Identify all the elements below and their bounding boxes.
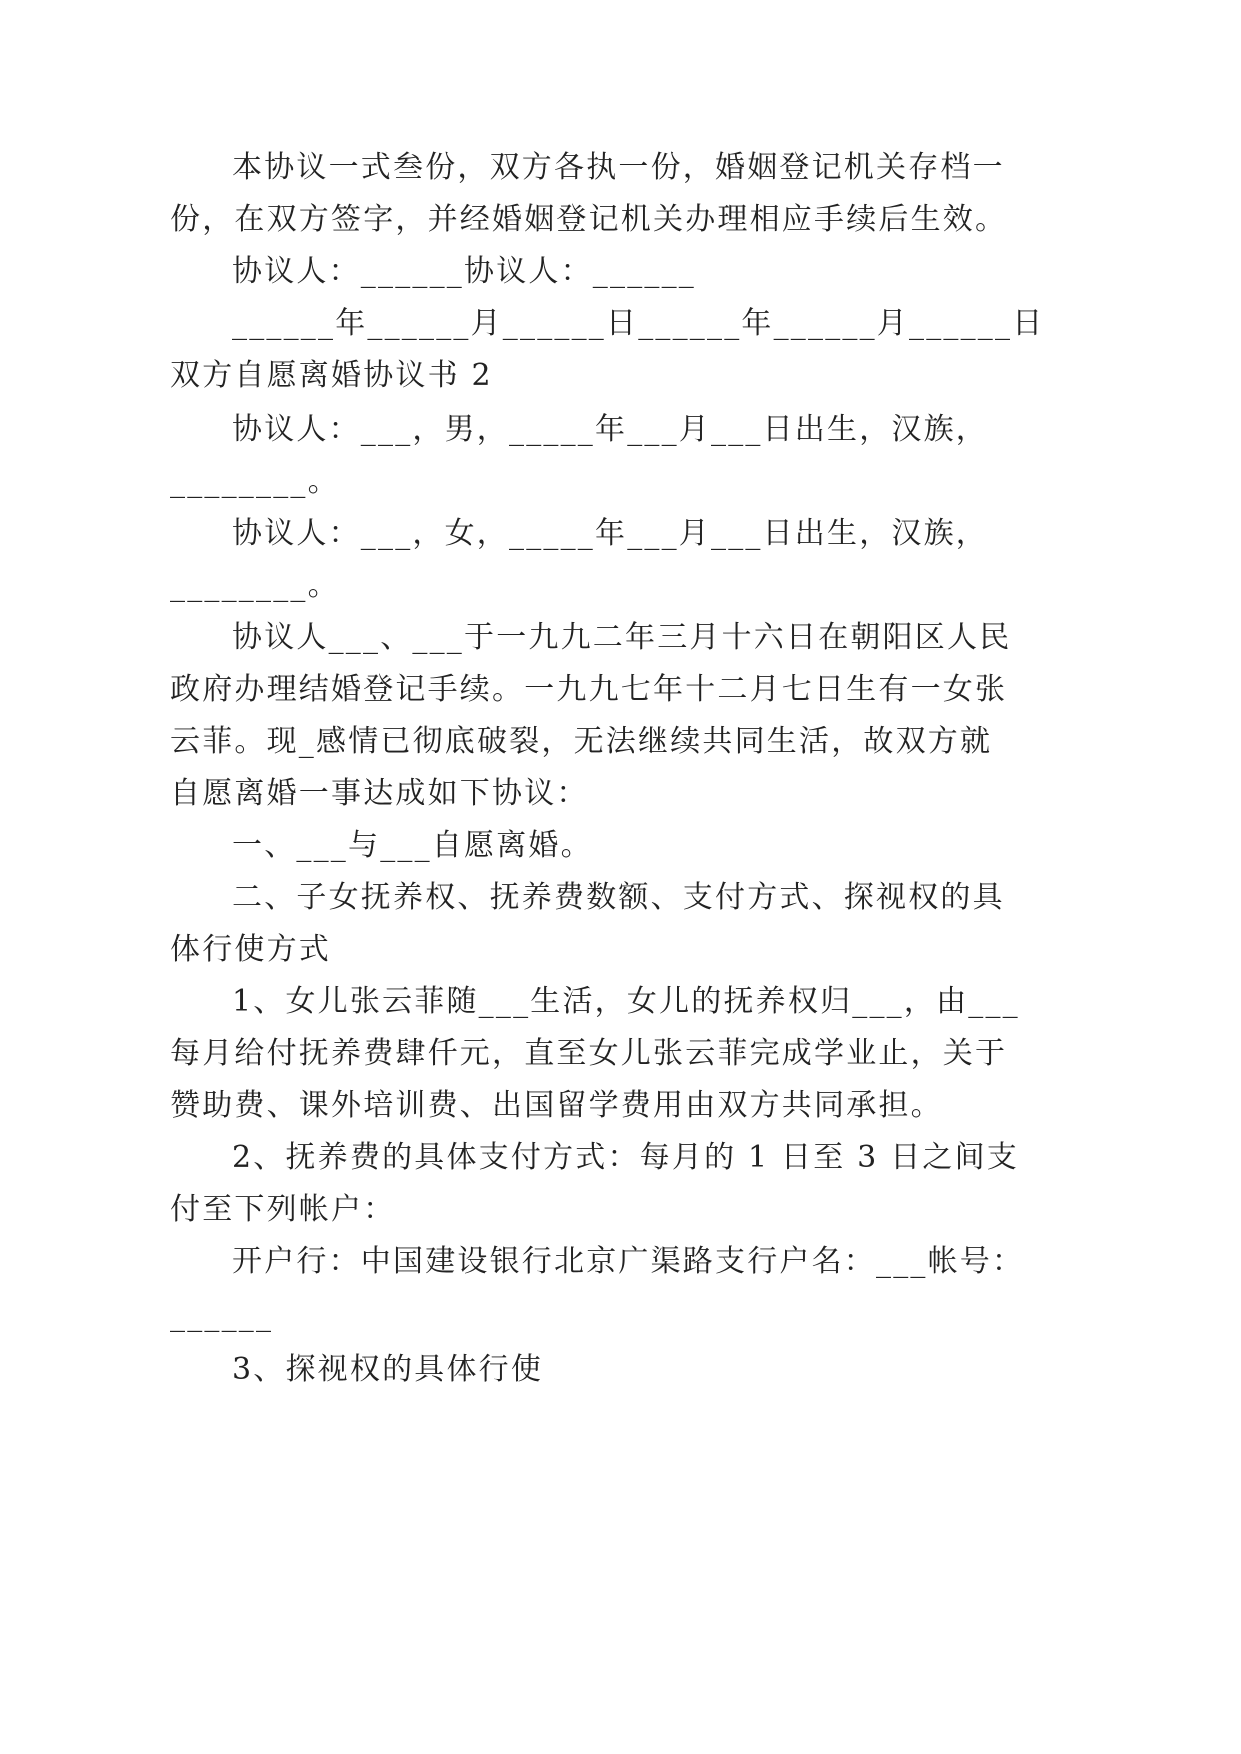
text-line: 3、探视权的具体行使 [232,1352,544,1387]
section-heading: 双方自愿离婚协议书 2 [170,358,493,393]
text-line: 每月给付抚养费肆仟元，直至女儿张云菲完成学业止，关于 [170,1036,1008,1071]
text-line: 赞助费、课外培训费、出国留学费用由双方共同承担。 [170,1088,943,1123]
text-line: 体行使方式 [170,932,331,967]
text-line: 1、女儿张云菲随___生活，女儿的抚养权归___，由___ [232,984,1020,1019]
text-line: 一、___与___自愿离婚。 [232,828,593,863]
text-line: 协议人：___，女，_____年___月___日出生，汉族， [232,516,988,551]
text-line: 协议人：___，男，_____年___月___日出生，汉族， [232,412,988,447]
text-line: 开户行：中国建设银行北京广渠路支行户名：___帐号： [232,1244,1025,1279]
text-line: ______ [170,1298,274,1333]
text-line: 份，在双方签字，并经婚姻登记机关办理相应手续后生效。 [170,202,1008,237]
text-line: ________。 [170,464,340,499]
text-line: ________。 [170,568,340,603]
text-line: 协议人：______协议人：______ [232,254,696,289]
text-line: 自愿离婚一事达成如下协议： [170,776,589,811]
text-line: 2、抚养费的具体支付方式：每月的 1 日至 3 日之间支 [232,1140,1020,1175]
text-line: 协议人___、___于一九九二年三月十六日在朝阳区人民 [232,620,1012,655]
text-line: 云菲。现_感情已彻底破裂，无法继续共同生活，故双方就 [170,724,993,759]
text-line: ______年______月______日______年______月______日 [232,306,1045,341]
text-line: 政府办理结婚登记手续。一九九七年十二月七日生有一女张 [170,672,1008,707]
text-line: 二、子女抚养权、抚养费数额、支付方式、探视权的具 [232,880,1005,915]
text-line: 本协议一式叁份，双方各执一份，婚姻登记机关存档一 [232,150,1005,185]
text-line: 付至下列帐户： [170,1192,396,1227]
